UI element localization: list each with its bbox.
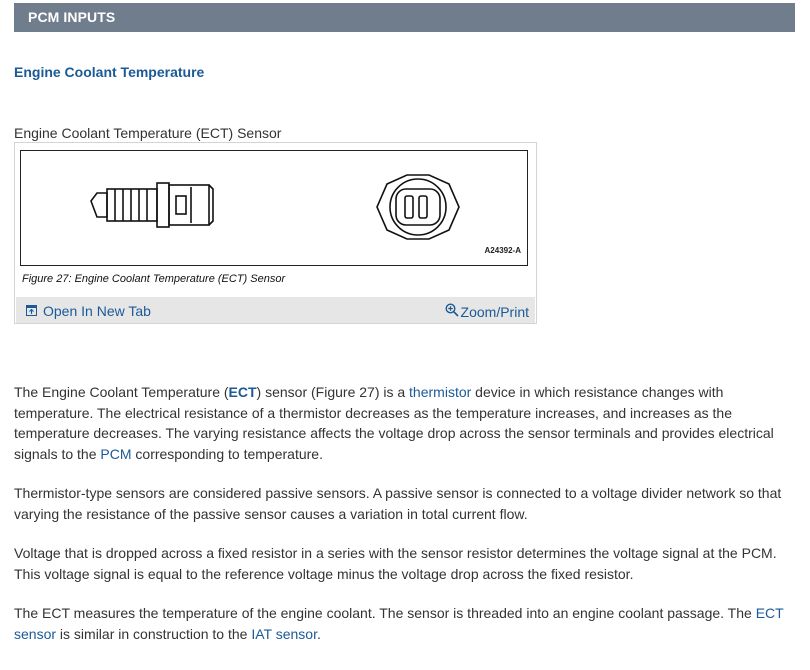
p1-text-3: device in which resistance changes with temperature. The electrical resistance of a thermistor decreases as the temperature increases, and increases as the temperature decreases. The varying resistance affects the voltage drop across the sensor terminals and provides electrical signals to the xyxy=(14,384,774,462)
p4-text-2: is similar in construction to the xyxy=(56,625,252,642)
open-in-new-tab-label: Open In New Tab xyxy=(43,303,151,319)
p1-text-2: ) sensor (Figure 27) is a xyxy=(256,384,410,400)
paragraph-1 xyxy=(14,382,799,464)
p1-text-1: The Engine Coolant Temperature ( xyxy=(14,384,229,400)
paragraph-2: Thermistor-type sensors are considered passive sensors. A passive sensor is connected to a voltage divider network so that varying the resistance of the passive sensor causes a variation in total current flow. xyxy=(14,485,782,522)
header-title: PCM INPUTS xyxy=(28,9,116,25)
section-title: Engine Coolant Temperature xyxy=(14,64,205,80)
open-in-new-tab-icon xyxy=(26,303,37,319)
iat-sensor-link[interactable]: IAT sensor xyxy=(251,625,317,642)
zoom-print-label: Zoom/Print xyxy=(460,303,529,320)
paragraph-3: Voltage that is dropped across a fixed resistor in a series with the sensor resistor determines the voltage signal at the PCM. This voltage signal is equal to the reference voltage minus the voltage drop across the fixed resistor. xyxy=(14,545,777,582)
figure-card xyxy=(14,142,537,324)
ect-sensor-link[interactable]: ECT sensor xyxy=(14,605,784,642)
ect-abbreviation: ECT xyxy=(228,384,257,400)
p4-text-1: The ECT measures the temperature of the engine coolant. The sensor is threaded into an engine coolant passage. The xyxy=(14,605,756,621)
figure-title: Engine Coolant Temperature (ECT) Sensor xyxy=(14,125,282,141)
open-in-new-tab-link[interactable] xyxy=(26,303,151,319)
p4-text-3: . xyxy=(316,625,321,642)
paragraph-4 xyxy=(14,603,799,644)
ect-sensor-drawing xyxy=(21,151,527,265)
p1-text-4: corresponding to temperature. xyxy=(131,445,323,462)
figure-id: A24392-A xyxy=(484,246,521,255)
pcm-link[interactable]: PCM xyxy=(100,445,132,462)
section-header-bar xyxy=(14,3,795,32)
sensor-illustration xyxy=(20,150,528,266)
figure-toolbar xyxy=(16,297,535,323)
zoom-print-link[interactable] xyxy=(445,303,529,320)
thermistor-link[interactable]: thermistor xyxy=(409,384,472,400)
figure-caption: Figure 27: Engine Coolant Temperature (ECT) Sensor xyxy=(22,273,286,285)
zoom-magnifier-icon xyxy=(445,303,459,320)
